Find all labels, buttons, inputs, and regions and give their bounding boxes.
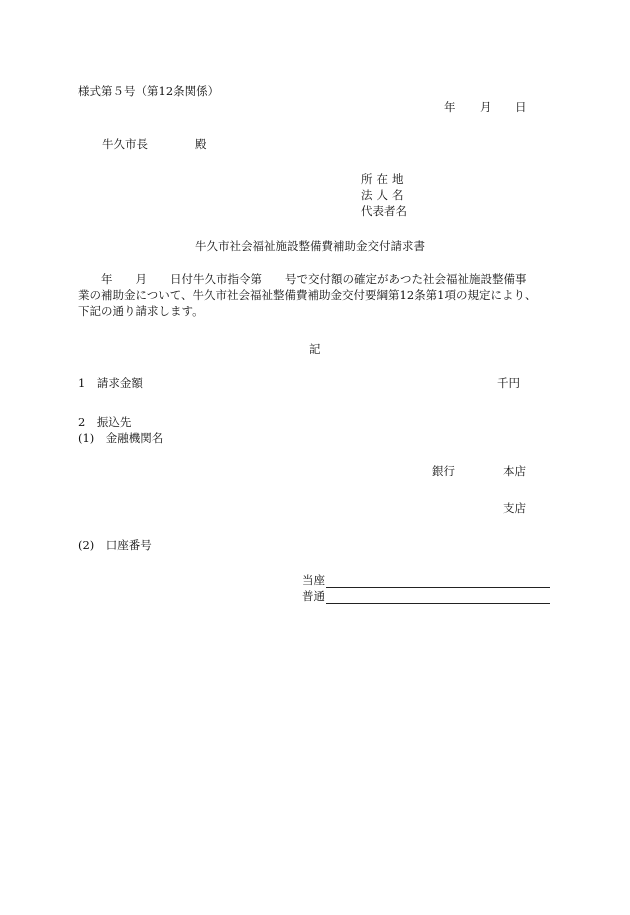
body-line: 業の補助金について、牛久市社会福祉整備費補助金交付要綱第12条第1項の規定により、 xyxy=(78,288,537,302)
body-line: 年 月 日付牛久市指令第 号で交付額の確定があつた社会福祉施設整備事 xyxy=(78,272,527,286)
form-number: 様式第５号（第12条関係） xyxy=(78,84,220,98)
date-year-label: 年 xyxy=(444,100,456,114)
representative-label: 代表者名 xyxy=(361,204,407,218)
branch-label: 支店 xyxy=(503,501,526,515)
date-day-label: 日 xyxy=(515,100,527,114)
request-amount-label: 1 請求金額 xyxy=(78,376,143,390)
ordinary-account-label: 普通 xyxy=(302,589,325,603)
addressee-name: 牛久市長 xyxy=(102,137,148,151)
corporation-name-label: 法人名 xyxy=(361,188,408,202)
current-account-line xyxy=(326,587,550,588)
ki-heading: 記 xyxy=(309,342,321,356)
ordinary-account-line xyxy=(326,603,550,604)
account-number-label: (2) 口座番号 xyxy=(78,538,152,552)
date-month-label: 月 xyxy=(480,100,492,114)
bank-label: 銀行 xyxy=(432,464,455,478)
head-office-label: 本店 xyxy=(503,464,526,478)
addressee-honorific: 殿 xyxy=(195,137,207,151)
body-line: 下記の通り請求します。 xyxy=(78,304,204,318)
address-label: 所在地 xyxy=(361,172,408,186)
document-title: 牛久市社会福祉施設整備費補助金交付請求書 xyxy=(195,239,425,253)
transfer-destination-label: 2 振込先 xyxy=(78,415,132,429)
financial-institution-label: (1) 金融機関名 xyxy=(78,431,164,445)
request-body xyxy=(78,271,558,319)
current-account-label: 当座 xyxy=(302,573,325,587)
amount-unit: 千円 xyxy=(497,376,520,390)
